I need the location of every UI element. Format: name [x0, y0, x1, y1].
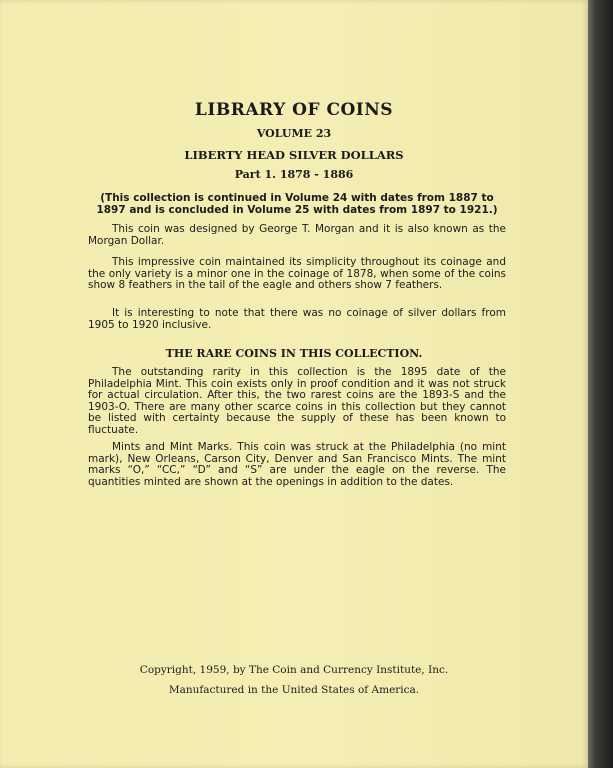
- continuation-note: (This collection is continued in Volume 24 with dates from 1887 to 1897 and is concluded in Volume 25 with dates from 1897 to 1921.): [96, 192, 498, 216]
- book-spine: [588, 0, 613, 768]
- no-coinage-paragraph: It is interesting to note that there was no coinage of silver dollars from 1905 to 1920 inclusive.: [88, 307, 506, 331]
- volume-number: VOLUME 23: [256, 127, 332, 140]
- part-range: Part 1. 1878 - 1886: [234, 168, 354, 181]
- manufactured-line: Manufactured in the United States of America.: [168, 684, 420, 696]
- rarity-paragraph: The outstanding rarity in this collection is the 1895 date of the Philadelphia Mint. This coin exists only in proof condition and it was not struck for actual circulation. After this, the two rarest coins are the 1893-S and the 1903-O. There are many other scarce coins in this collection but they cannot be listed with certainty because the supply of these has been known to fluctuate.: [88, 366, 506, 436]
- page-title: LIBRARY OF COINS: [194, 100, 394, 120]
- rare-coins-heading: THE RARE COINS IN THIS COLLECTION.: [165, 347, 423, 360]
- collection-subject: LIBERTY HEAD SILVER DOLLARS: [184, 148, 404, 162]
- copyright-line: Copyright, 1959, by The Coin and Currency Institute, Inc.: [139, 664, 449, 676]
- designer-paragraph: This coin was designed by George T. Morgan and it is also known as the Morgan Dollar.: [88, 223, 506, 247]
- mint-marks-paragraph: Mints and Mint Marks. This coin was struck at the Philadelphia (no mint mark), New Orleans, Carson City, Denver and San Francisco Mints. The mint marks “O,” “CC,” “D” and “S” are under the eagle on the reverse. The quantities minted are shown at the openings in addition to the dates.: [88, 441, 506, 488]
- simplicity-paragraph: This impressive coin maintained its simplicity throughout its coinage and the only variety is a minor one in the coinage of 1878, when some of the coins show 8 feathers in the tail of the eagle and others show 7 feathers.: [88, 256, 506, 292]
